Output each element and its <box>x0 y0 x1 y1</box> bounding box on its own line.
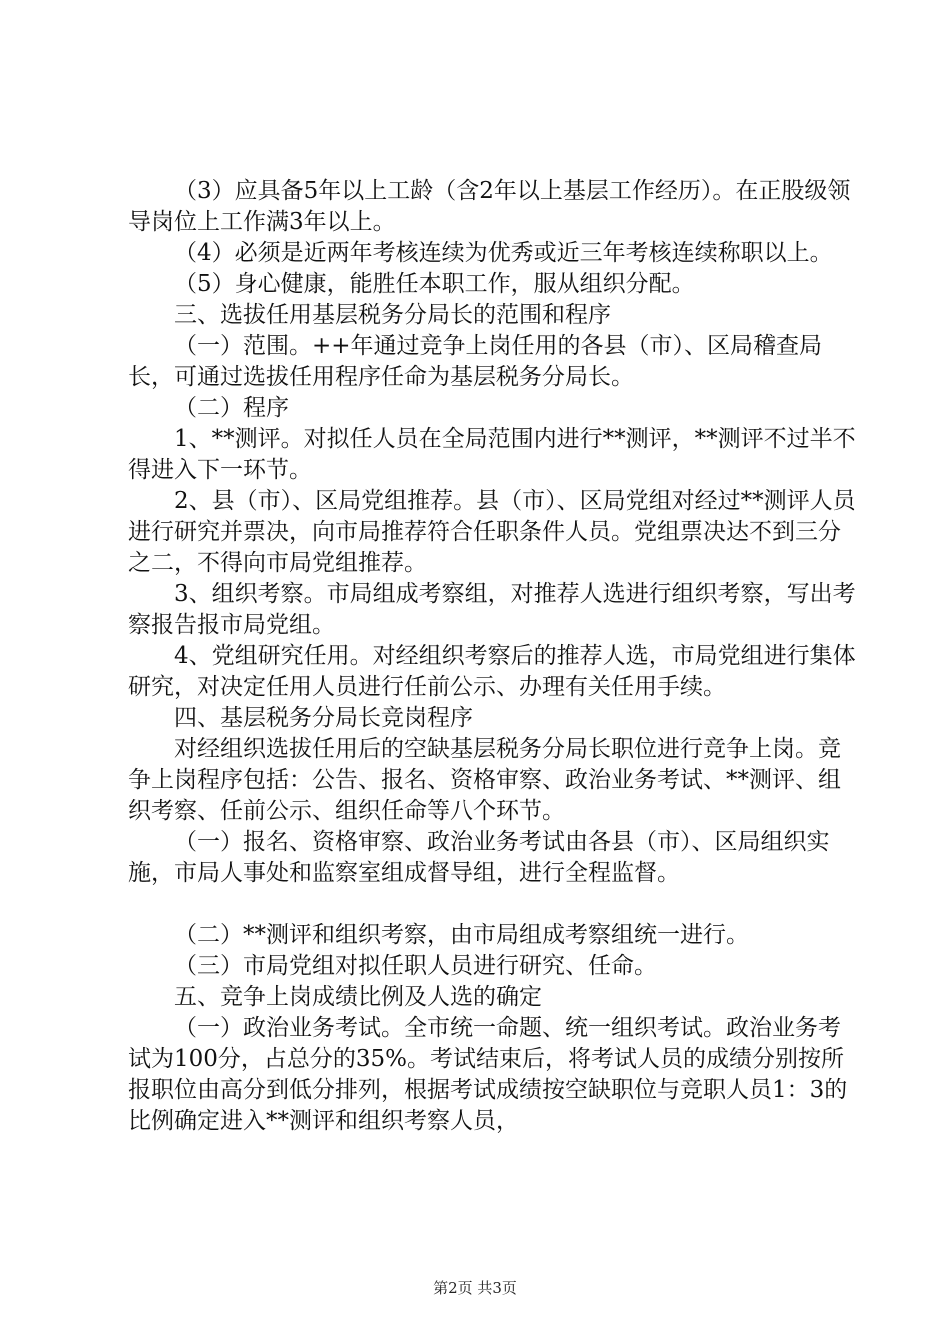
paragraph: 4、党组研究任用。对经组织考察后的推荐人选，市局党组进行集体研究，对决定任用人员进行任前公示、办理有关任用手续。 <box>128 643 856 700</box>
paragraph: 三、选拔任用基层税务分局长的范围和程序 <box>174 302 611 328</box>
paragraph: （一）政治业务考试。全市统一命题、统一组织考试。政治业务考试为100分，占总分的35%。考试结束后，将考试人员的成绩分别按所报职位由高分到低分排列，根据考试成绩按空缺职位与竞职人员1：3的比例确定进入**测评和组织考察人员， <box>128 1015 848 1134</box>
paragraph: 1、**测评。对拟任人员在全局范围内进行**测评，**测评不过半不得进入下一环节。 <box>128 426 856 483</box>
paragraph: （一）报名、资格审察、政治业务考试由各县（市）、区局组织实施，市局人事处和监察室组成督导组，进行全程监督。 <box>128 829 830 886</box>
paragraph: （4）必须是近两年考核连续为优秀或近三年考核连续称职以上。 <box>174 240 833 266</box>
paragraph: （三）市局党组对拟任职人员进行研究、任命。 <box>174 953 657 979</box>
paragraph: 对经组织选拔任用后的空缺基层税务分局长职位进行竞争上岗。竞争上岗程序包括：公告、报名、资格审察、政治业务考试、**测评、组织考察、任前公示、组织任命等八个环节。 <box>128 736 841 824</box>
document-body <box>128 176 858 1137</box>
paragraph: （二）**测评和组织考察，由市局组成考察组统一进行。 <box>174 922 749 948</box>
paragraph: 四、基层税务分局长竞岗程序 <box>174 705 473 731</box>
paragraph: 五、竞争上岗成绩比例及人选的确定 <box>174 984 542 1010</box>
paragraph: （二）程序 <box>174 395 289 421</box>
paragraph: 3、组织考察。市局组成考察组，对推荐人选进行组织考察，写出考察报告报市局党组。 <box>128 581 856 638</box>
paragraph: （3）应具备5年以上工龄（含2年以上基层工作经历）。在正股级领导岗位上工作满3年以上。 <box>128 178 851 235</box>
paragraph: （一）范围。++年通过竞争上岗任用的各县（市）、区局稽查局长，可通过选拔任用程序任命为基层税务分局长。 <box>128 333 823 390</box>
paragraph: （5）身心健康，能胜任本职工作，服从组织分配。 <box>174 271 695 297</box>
paragraph: 2、县（市）、区局党组推荐。县（市）、区局党组对经过**测评人员进行研究并票决，向市局推荐符合任职条件人员。党组票决达不到三分之二，不得向市局党组推荐。 <box>128 488 856 576</box>
blank-line <box>128 889 858 920</box>
page-footer: 第2页 共3页 <box>433 1279 517 1297</box>
